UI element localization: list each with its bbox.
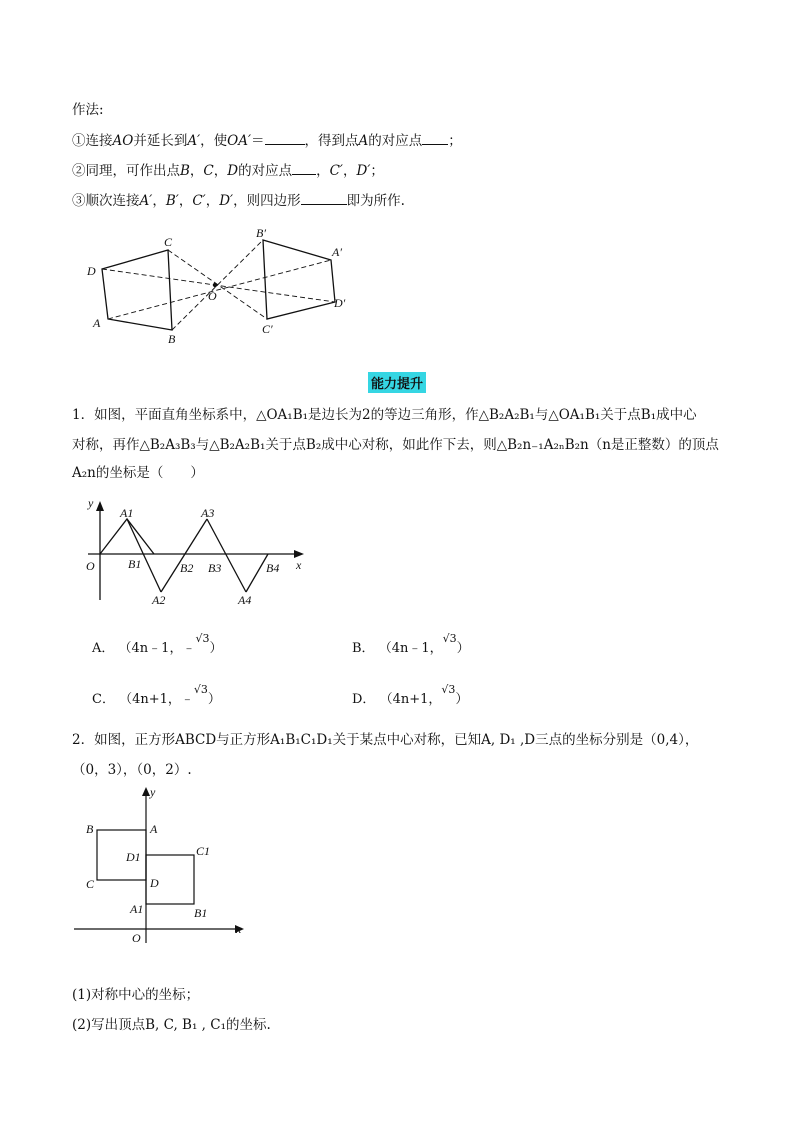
label-b1: B1 [128, 557, 142, 571]
option-a[interactable]: A． （4n﹣1，﹣√3） [92, 632, 223, 656]
label-a3: A3 [201, 506, 215, 520]
label-b2: B2 [180, 561, 194, 575]
option-b[interactable]: B． （4n﹣1，√3） [352, 632, 470, 656]
y-axis-arrow [96, 501, 104, 511]
label-a: A [93, 316, 101, 330]
label-a: A [150, 822, 158, 836]
label-a1: A1 [130, 902, 144, 916]
label-y: y [88, 496, 94, 510]
method-step-3: ③顺次连接A′，B′，C′，D′，则四边形 即为所作. [72, 190, 405, 211]
q1-line-3: A₂n的坐标是（ ） [72, 465, 204, 481]
label-c: C [86, 877, 95, 891]
q2-line-2: （0，3），（0，2）. [72, 762, 192, 778]
q1-line-1: 1．如图，平面直角坐标系中，△OA₁B₁是边长为2的等边三角形，作△B₂A₂B₁与△OA₁B₁关于点B₁成中心 [72, 407, 697, 423]
option-c[interactable]: C． （4n+1，﹣√3） [92, 683, 221, 707]
label-c: C [164, 235, 173, 249]
label-d: D [87, 264, 96, 278]
section-heading: 能力提升 [368, 372, 426, 393]
label-o: O [86, 559, 95, 573]
label-b: B [86, 822, 94, 836]
dashed-line-a-ap [108, 260, 331, 319]
answer-blank [422, 130, 448, 145]
label-c1: C1 [196, 844, 211, 858]
figure-squares [70, 785, 255, 947]
answer-blank [301, 190, 347, 205]
figure-zigzag-triangles [80, 495, 315, 607]
center-point-o [213, 283, 217, 287]
q2-sub-2: (2)写出顶点B, C, B₁ , C₁的坐标. [72, 1017, 271, 1033]
q2-sub-1: (1)对称中心的坐标； [72, 987, 200, 1003]
label-b: B [168, 332, 176, 346]
label-b-prime: B′ [256, 226, 266, 240]
q2-line-1: 2．如图，正方形ABCD与正方形A₁B₁C₁D₁关于某点中心对称，已知A, D₁ ,D三点的坐标分别是（0,4）， [72, 732, 699, 748]
label-a2: A2 [152, 593, 166, 607]
label-c-prime: C′ [262, 322, 273, 336]
label-a4: A4 [238, 593, 252, 607]
answer-blank [265, 130, 305, 145]
method-step-2: ②同理，可作出点B，C，D的对应点 ，C′，D′； [72, 160, 384, 181]
label-d: D [150, 876, 159, 890]
label-d-prime: D′ [334, 296, 346, 310]
figure-central-symmetry [80, 225, 370, 350]
label-x: x [236, 922, 242, 936]
segment-a2-a3 [161, 519, 207, 592]
answer-blank [292, 160, 316, 175]
label-b1: B1 [194, 906, 208, 920]
label-y: y [150, 785, 156, 799]
label-a1: A1 [120, 506, 134, 520]
label-b4: B4 [266, 561, 280, 575]
label-o: O [132, 931, 141, 945]
x-axis-arrow [294, 550, 304, 558]
y-axis-arrow [142, 787, 150, 796]
label-a-prime: A′ [332, 245, 342, 259]
triangle-oa1b1 [100, 519, 154, 554]
method-step-1: ①连接AO并延长到A′，使OA′＝ ，得到点A的对应点 ； [72, 130, 462, 151]
label-x: x [296, 558, 302, 572]
option-d[interactable]: D． （4n+1，√3） [352, 683, 469, 707]
segment-a3-a4 [207, 519, 246, 592]
label-o: O [208, 289, 217, 303]
q1-line-2: 对称，再作△B₂A₃B₃与△B₂A₂B₁关于点B₂成中心对称，如此作下去，则△B₂n₋₁A₂ₙB₂n（n是正整数）的顶点 [72, 437, 719, 453]
method-title: 作法: [72, 102, 104, 118]
label-b3: B3 [208, 561, 222, 575]
quadrilateral-abcd-prime [263, 240, 335, 319]
segment-a1-a2 [127, 519, 161, 592]
dashed-line-d-dp [102, 269, 335, 302]
label-d1: D1 [126, 850, 141, 864]
segment-a4-b4 [246, 554, 268, 592]
